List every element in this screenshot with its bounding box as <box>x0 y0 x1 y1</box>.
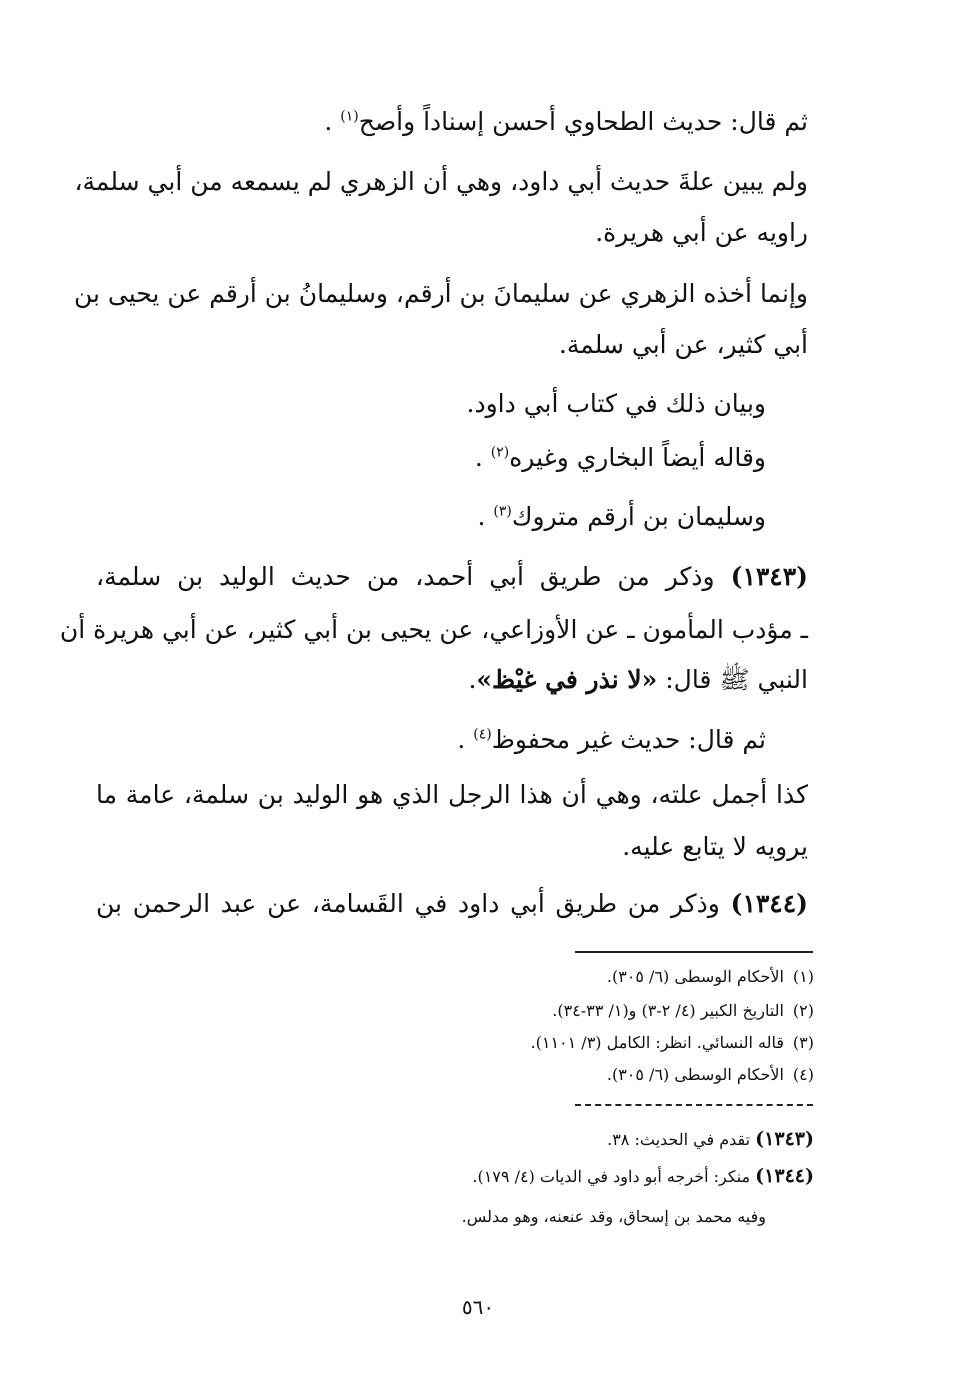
takhrij-text: تقدم في الحديث: ٣٨. <box>607 1130 756 1149</box>
line-text: النبي ﷺ قال: <box>657 665 808 694</box>
line-end: . <box>474 443 491 472</box>
text-line <box>475 438 766 478</box>
takhrij-number: (١٣٤٤) <box>755 1165 814 1187</box>
footnote-number: (٣) <box>792 1033 814 1052</box>
footnote-number: (١) <box>792 967 814 986</box>
line-end: . <box>324 107 341 136</box>
line-text: ولم يبين علةَ حديث أبي داود، وهي أن الزهري لم يسمعه من أبي سلمة، <box>74 167 808 196</box>
text-line <box>467 384 766 424</box>
hadith-line <box>96 557 808 597</box>
footnote <box>607 964 814 990</box>
takhrij-note <box>607 1125 814 1154</box>
line-text: يرويه لا يتابع عليه. <box>622 832 808 861</box>
line-text: راويه عن أبي هريرة. <box>595 218 808 247</box>
text-line <box>595 213 808 253</box>
takhrij-note <box>472 1162 814 1191</box>
text-line <box>457 720 766 760</box>
footnote-ref[interactable]: (٢) <box>490 444 510 461</box>
line-text: وإنما أخذه الزهري عن سليمانَ بن أرقم، وسليمانُ بن أرقم عن يحيى بن <box>73 279 808 308</box>
footnote-ref[interactable]: (٣) <box>493 503 512 520</box>
line-text: كذا أجمل علته، وهي أن هذا الرجل الذي هو الوليد بن سلمة، عامة ما <box>96 780 808 809</box>
line-end: . <box>477 502 494 531</box>
footnote-number: (٢) <box>792 1001 814 1020</box>
takhrij-text: منكر: أخرجه أبو داود في الديات (٤/ ١٧٩). <box>472 1167 756 1186</box>
line-text: أبي كثير، عن أبي سلمة. <box>558 330 808 359</box>
line-text: وذكر من طريق أبي أحمد، من حديث الوليد بن سلمة، <box>96 562 731 591</box>
footnote <box>531 1030 814 1056</box>
line-text: وسليمان بن أرقم متروك <box>511 502 766 531</box>
footnote-text: التاريخ الكبير (٤/ ٢-٣) و(١/ ٣٣-٣٤). <box>552 1001 784 1020</box>
footnote-ref[interactable]: (١) <box>340 108 359 125</box>
text-line <box>59 610 808 650</box>
text-line <box>96 775 808 815</box>
takhrij-text: وفيه محمد بن إسحاق، وقد عنعنه، وهو مدلس. <box>461 1207 766 1226</box>
text-line <box>73 274 808 314</box>
hadith-line <box>96 884 808 924</box>
footnote <box>552 998 814 1024</box>
takhrij-separator <box>575 1104 813 1106</box>
takhrij-number: (١٣٤٣) <box>755 1128 814 1150</box>
footnote-separator <box>575 951 813 953</box>
hadith-number: (١٣٤٤) <box>730 889 808 918</box>
line-text: ثم قال: حديث غير محفوظ <box>491 725 766 754</box>
line-text: ـ مؤدب المأمون ـ عن الأوزاعي، عن يحيى بن أبي كثير، عن أبي هريرة أن <box>59 615 808 644</box>
footnote-text: الأحكام الوسطى (٦/ ٣٠٥). <box>606 967 784 986</box>
footnote-text: قاله النسائي. انظر: الكامل (٣/ ١١٠١). <box>530 1033 784 1052</box>
footnote-text: الأحكام الوسطى (٦/ ٣٠٥). <box>606 1065 784 1084</box>
line-text: وبيان ذلك في كتاب أبي داود. <box>466 389 766 418</box>
text-line <box>74 162 808 202</box>
takhrij-note <box>462 1203 766 1231</box>
hadith-quote: «لا نذر في غيْظ» <box>476 665 658 694</box>
line-text: ثم قال: حديث الطحاوي أحسن إسناداً وأصح <box>358 107 808 136</box>
text-line <box>622 827 808 867</box>
footnote <box>607 1062 814 1088</box>
text-line <box>468 660 808 700</box>
text-line <box>559 325 808 365</box>
page-number: ٥٦٠ <box>461 1295 495 1319</box>
footnote-number: (٤) <box>792 1065 814 1084</box>
hadith-number: (١٣٤٣) <box>730 562 808 591</box>
line-end: . <box>468 665 477 694</box>
text-line <box>478 497 767 537</box>
line-text: وقاله أيضاً البخاري وغيره <box>509 443 766 472</box>
footnote-ref[interactable]: (٤) <box>473 726 492 743</box>
text-line <box>324 102 808 142</box>
line-text: وذكر من طريق أبي داود في القَسامة، عن عبد الرحمن بن <box>96 889 731 918</box>
line-end: . <box>457 725 474 754</box>
